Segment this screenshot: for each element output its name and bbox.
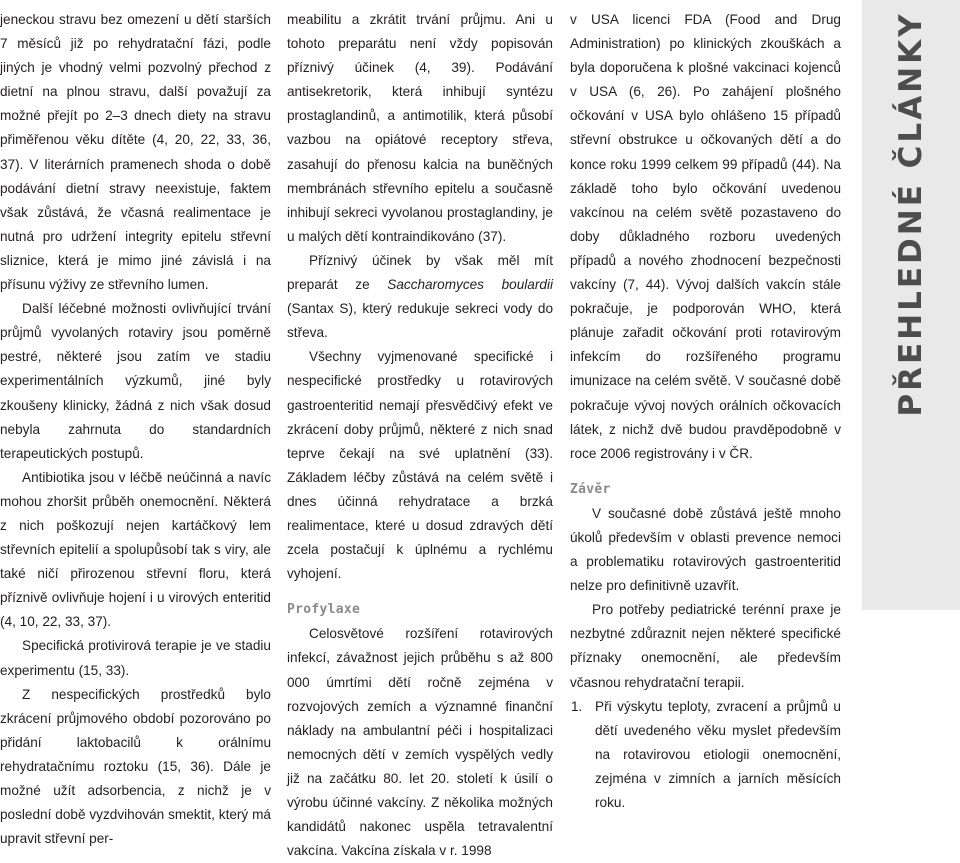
text-column-3 xyxy=(570,8,841,815)
paragraph: Celosvětové rozšíření rotavirových infekcí, závažnost jejich průběhu s až 800 000 úmrtími dětí ročně zejména v rozvojových zemích a významné finanční náklady na ambulantní péči i hospitalizaci nemocných dětí v zemích vyspělých vedly již na začátku 80. let 20. století k úsilí o výrobu účinné vakcíny. Z několika možných kandidátů nakonec uspěla tetravalentní vakcína. Vakcína získala v r. 1998 xyxy=(287,626,553,859)
paragraph: Další léčebné možnosti ovlivňující trvání průjmů vyvolaných rotaviry jsou poměrně pestré, některé jsou zatím ve stadiu experimentálních výzkumů, jiné byly zkoušeny klinicky, žádná z nich však dosud nebyla zahrnuta do standardních terapeutických postupů. xyxy=(0,301,271,461)
paragraph: Specifická protivirová terapie je ve stadiu experimentu (15, 33). xyxy=(0,638,271,678)
paragraph: Pro potřeby pediatrické terénní praxe je nezbytné zdůraznit nejen některé specifické příznaky onemocnění, ale především včasnou rehydratační terapii. xyxy=(570,602,841,690)
paragraph: Z nespecifických prostředků bylo zkrácení průjmového období pozorováno po přidání laktobacilů k orálnímu rehydratačnímu roztoku (15, 36). Dále je možné užít adsorbencia, z nichž je v poslední době vyzdvihován smektit, který má upravit střevní per- xyxy=(0,686,271,847)
list-item xyxy=(570,695,841,815)
text-span: (Santax S), který redukuje sekreci vody do střeva. xyxy=(287,301,553,341)
paragraph: meabilitu a zkrátit trvání průjmu. Ani u tohoto preparátu není vždy popisován příznivý účinek (4, 39). Podávání antisekretorik, která inhibují syntézu prostaglandinů, a antimotilik, která působí vazbou na opiátové receptory střeva, zasahují do přenosu kalcia na buněčných membránách střevního epitelu a současně inhibují sekreci vyvolanou prostaglandiny, je u malých dětí kontraindikováno (37). xyxy=(287,12,553,244)
numbered-list xyxy=(570,695,841,815)
section-heading-profylaxe: Profylaxe xyxy=(287,602,361,618)
paragraph: V současné době zůstává ještě mnoho úkolů především v oblasti prevence nemoci a problematiku rotavirových gastroenteritid nelze pro definitivně uzavřít. xyxy=(570,505,841,594)
paragraph: Antibiotika jsou v léčbě neúčinná a navíc mohou zhoršit průběh onemocnění. Některá z nich poškozují nejen kartáčkový lem střevních epitelií a spolupůsobí tak s viry, ale také ničí přirozenou střevní floru, která příznivě ovlivňuje hojení i u virových enteritid (4, 10, 22, 33, 37). xyxy=(0,469,271,630)
paragraph: v USA licenci FDA (Food and Drug Administration) po klinických zkouškách a byla doporučena k plošné vakcinaci kojenců v USA (6, 26). Po zahájení plošného očkování v USA bylo ohlášeno 15 případů střevní obstrukce u očkovaných dětí a do konce roku 1999 celkem 99 případů (44). Na základě toho bylo očkování uvedenou vakcínou na celém světě pozastaveno do doby důkladného rozboru uvedených případů a nového zhodnocení bezpečnosti vakcíny (7, 44). Vývoj dalších vakcín stále pokračuje, je podporován WHO, která plánuje zařadit očkování proti rotavirovým infekcím do rozšířeného programu imunizace na celém světě. V současné době pokračuje vývoj nových orálních očkovacích látek, z nichž dvě budou pravděpodobně v roce 2006 registrovány i v ČR. xyxy=(570,12,841,461)
paragraph: Všechny vyjmenované specifické i nespecifické prostředky u rotavirových gastroenteritid nemají přesvědčivý efekt ve zkrácení doby průjmů, některé z nich snad teprve čekají na své uplatnění (33). Základem léčby zůstává na celém světě i dnes účinná rehydratace a brzká realimentace, které u dosud zdravých dětí zcela postačují k úplnému a rychlému vyhojení. xyxy=(287,349,553,582)
paragraph xyxy=(287,249,553,345)
list-number: 1. xyxy=(571,698,583,714)
text-span: Příznivý účinek by však měl mít preparát ze xyxy=(287,252,553,293)
section-label: PŘEHLEDNÉ ČLÁNKY xyxy=(893,11,929,417)
paragraph: jeneckou stravu bez omezení u dětí starších 7 měsíců již po rehydratační fázi, podle jiných je vhodný velmi pozvolný přechod z dietní na plnou stravu, další považují za možné přejít po 2–3 dnech diety na stravu přiměřenou věku dítěte (4, 20, 22, 33, 36, 37). V literárních pramenech shoda o době podávání dietní stravy neexistuje, faktem však zůstává, že včasná realimentace je nutná pro udržení integrity epitelu střevní sliznice, která je mimo jiné závislá i na přísunu výživy ze střevního lumen. xyxy=(0,12,271,293)
species-name: Saccharomyces boulardii xyxy=(387,277,553,293)
text-column-1 xyxy=(0,8,271,851)
text-column-2 xyxy=(287,8,553,863)
list-item-text: Při výskytu teploty, zvracení a průjmů u dětí uvedeného věku myslet především na rotavirovou etiologii onemocnění, zejména v zimních a jarních měsících roku. xyxy=(595,698,841,810)
section-heading-zaver: Závěr xyxy=(570,481,611,497)
